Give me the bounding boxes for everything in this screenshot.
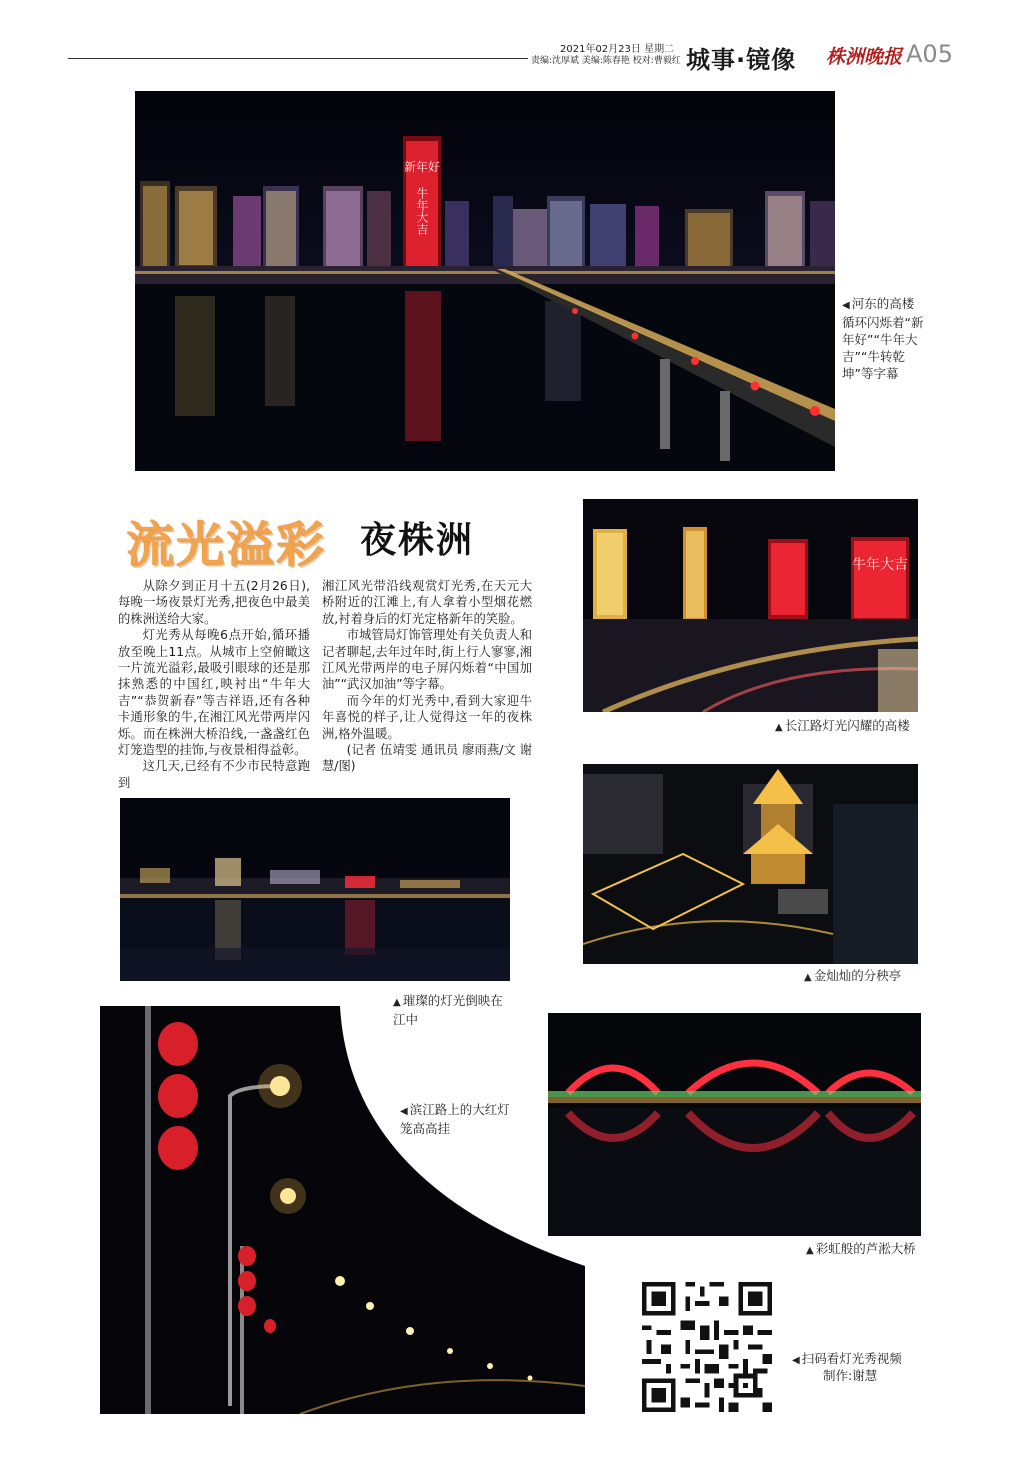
caption-photo-6	[806, 1240, 926, 1259]
article-paragraph: 灯光秀从每晚6点开始,循环播放至晚上11点。从城市上空俯瞰这一片流光溢彩,最吸引眼球的还是那抹熟悉的中国红,映衬出“牛年大吉”“恭贺新春”等吉祥语,还有各种卡通形象的牛,在湘江风光带两岸闪烁。而在株洲大桥沿线,一盏盏红色灯笼造型的挂饰,与夜景相得益彰。	[118, 628, 310, 758]
photo-changjiang-road	[583, 499, 918, 712]
pointer-left-icon: ◀	[400, 1106, 408, 1117]
caption-text: 金灿灿的分秧亭	[813, 968, 902, 983]
pointer-up-icon: ▲	[775, 722, 783, 733]
article-column-1	[118, 578, 310, 791]
sign-text-1: 新年好	[403, 160, 441, 174]
article-column-2	[322, 578, 532, 775]
photo-fenyang-pavilion	[583, 764, 918, 964]
article-byline: (记者 伍靖雯 通讯员 廖雨燕/文 谢慧/图)	[322, 743, 532, 774]
section-title: 城事·镜像	[686, 46, 797, 74]
pointer-left-icon: ◀	[842, 300, 850, 311]
sign-text-2: 牛年大吉	[415, 187, 429, 235]
caption-text: 长江路灯光闪耀的高楼	[784, 718, 910, 733]
pointer-up-icon: ▲	[393, 997, 401, 1008]
article-paragraph: 而今年的灯光秀中,看到大家迎牛年喜悦的样子,让人觉得这一年的夜株洲,格外温暖。	[322, 693, 532, 741]
article-paragraph: 市城管局灯饰管理处有关负责人和记者聊起,去年过年时,街上行人寥寥,湘江风光带两岸的电子屏闪烁着“中国加油”“武汉加油”等字幕。	[322, 628, 532, 692]
issue-date: 2021年02月23日 星期二	[560, 44, 675, 55]
sign-text: 牛年大吉	[852, 557, 908, 573]
caption-photo-2	[775, 717, 925, 736]
caption-photo-1	[842, 295, 924, 382]
photo-lusong-bridge	[548, 1013, 921, 1236]
caption-photo-5	[400, 1101, 520, 1137]
article-paragraph: 这几天,已经有不少市民特意跑到	[118, 759, 310, 790]
newspaper-logo: 株洲晚报	[826, 46, 903, 68]
header-rule	[68, 58, 528, 59]
article-paragraph: 湘江风光带沿线观赏灯光秀,在天元大桥附近的江滩上,有人拿着小型烟花燃放,衬着身后的灯光定格新年的笑脸。	[322, 579, 532, 626]
pointer-up-icon: ▲	[806, 1245, 814, 1256]
photo-hedong-skyline	[135, 91, 835, 471]
article-paragraph: 从除夕到正月十五(2月26日),每晚一场夜景灯光秀,把夜色中最美的株洲送给大家。	[118, 579, 310, 626]
qr-caption-text: 扫码看灯光秀视频	[801, 1351, 902, 1366]
caption-text: 璀璨的灯光倒映在江中	[393, 993, 503, 1027]
headline-main: 流光溢彩	[126, 517, 327, 573]
headline-sub: 夜株洲	[360, 520, 475, 561]
pointer-up-icon: ▲	[804, 972, 812, 983]
caption-text: 滨江路上的大红灯笼高高挂	[400, 1102, 510, 1136]
pointer-left-icon: ◀	[792, 1355, 800, 1366]
caption-text: 彩虹般的芦淞大桥	[815, 1241, 916, 1256]
photo-binjiang-lanterns	[100, 1006, 585, 1414]
qr-code-icon[interactable]	[637, 1277, 777, 1417]
editor-credits: 责编:沈厚斌 美编:陈春艳 校对:曹毅红	[531, 56, 681, 66]
caption-photo-4	[804, 967, 924, 986]
page-number: A05	[906, 40, 953, 68]
caption-text: 河东的高楼循环闪烁着“新年好”“牛年大吉”“牛转乾坤”等字幕	[842, 296, 924, 381]
qr-credit: 制作:谢慧	[823, 1368, 878, 1383]
photo-river-reflection	[120, 798, 510, 981]
